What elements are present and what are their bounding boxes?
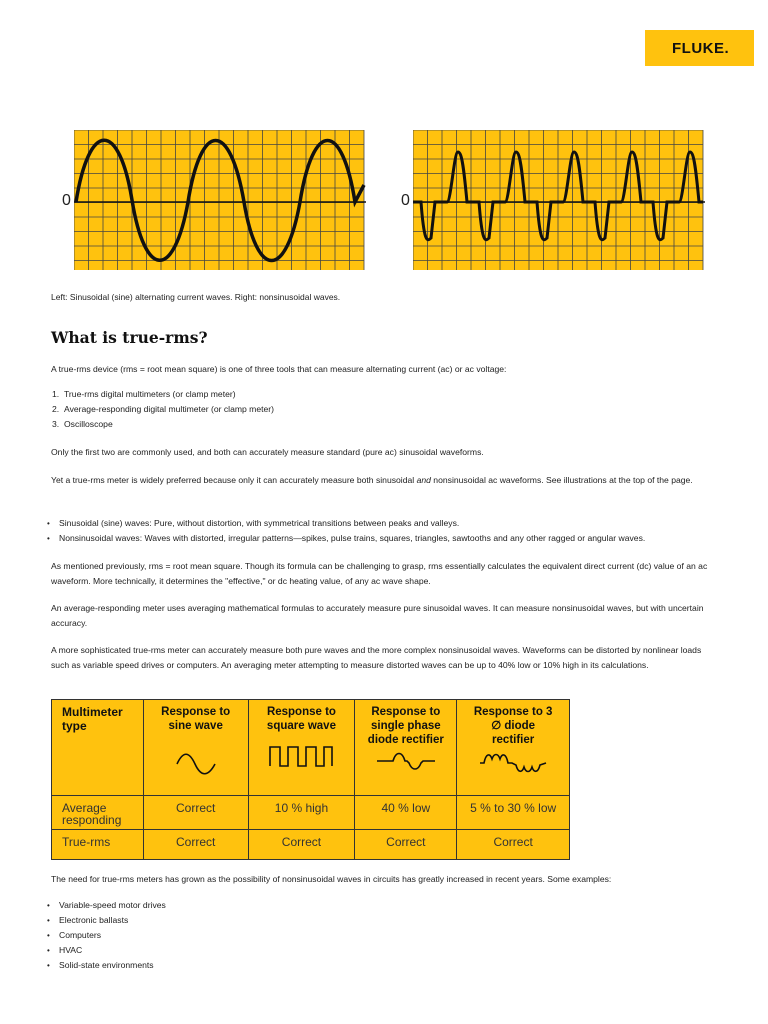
table-row [52,830,570,860]
first-two-paragraph: Only the first two are commonly used, and both can accurately measure standard (pure ac) sinusoidal waveforms. [51,447,484,457]
table-cell: 40 % low [355,796,457,830]
sine-wave-icon [174,751,218,777]
list-item: 3. Oscilloscope [52,419,113,429]
table-header-cell: Multimeter type [52,700,144,796]
list-item: • Solid-state environments [47,958,166,973]
table-cell: Correct [355,830,457,860]
table-header-row [52,700,570,796]
waveform-caption: Left: Sinusoidal (sine) alternating current waves. Right: nonsinusoidal waves. [51,292,341,302]
table-header-cell: Response to 3 ∅ diode rectifier [457,700,570,796]
list-item: • Variable-speed motor drives [47,898,166,913]
list-item: • HVAC [47,943,166,958]
nonsinusoidal-wave-graph [413,130,705,270]
square-wave-icon [268,744,334,770]
single-phase-rectifier-wave-icon [375,751,437,771]
table-cell: Average responding [52,796,144,830]
intro-paragraph: A true-rms device (rms = root mean square) is one of three tools that can measure alternating current (ac) or ac voltage: [51,364,507,374]
table-cell: Correct [143,830,248,860]
wave-types-list [47,516,645,546]
table-cell: True-rms [52,830,144,860]
table-cell: 10 % high [248,796,355,830]
table-cell: Correct [143,796,248,830]
table-header-cell: Response to single phase diode rectifier [355,700,457,796]
right-zero-label: 0 [401,192,410,209]
table-cell: 5 % to 30 % low [457,796,570,830]
examples-list [47,898,166,973]
tools-list [52,387,274,432]
fluke-logo-text: FLUKE. [672,40,730,57]
table-row [52,796,570,830]
table-cell: Correct [248,830,355,860]
average-paragraph: An average-responding meter uses averaging mathematical formulas to accurately measure pure sinusoidal waves. It can measure nonsinusoidal waves, but with uncertain accuracy. [51,603,704,628]
table-header-cell: Response to sine wave [143,700,248,796]
need-paragraph: The need for true-rms meters has grown as the possibility of nonsinusoidal waves in circuits has greatly increased in recent years. Some examples: [51,874,612,884]
table-header-cell: Response to square wave [248,700,355,796]
section-heading: What is true-rms? [51,328,208,347]
list-item: • Nonsinusoidal waves: Waves with distorted, irregular patterns—spikes, pulse trains, squares, triangles, sawtooths and any other ragged or angular waves. [47,531,645,546]
list-item: • Electronic ballasts [47,913,166,928]
left-zero-label: 0 [62,192,71,209]
meter-comparison-table [51,699,570,860]
table-cell: Correct [457,830,570,860]
list-item: 1. True-rms digital multimeters (or clamp meter) [52,389,236,399]
three-phase-rectifier-wave-icon [478,751,548,775]
list-item: • Sinusoidal (sine) waves: Pure, without distortion, with symmetrical transitions between peaks and valleys. [47,516,645,531]
preferred-paragraph: Yet a true-rms meter is widely preferred because only it can accurately measure both sinusoidal and nonsinusoidal ac waveforms. See illustrations at the top of the page. [51,475,693,485]
sine-wave-graph [74,130,366,270]
rms-paragraph: As mentioned previously, rms = root mean square. Though its formula can be challenging to grasp, rms essentially calculates the equivalent direct current (dc) value of an ac waveform. More technically, it determines the "effective," or dc heating value, of any ac wave shape. [51,561,708,586]
list-item: 2. Average-responding digital multimeter (or clamp meter) [52,404,274,414]
list-item: • Computers [47,928,166,943]
sophisticated-paragraph: A more sophisticated true-rms meter can accurately measure both pure waves and the more complex nonsinusoidal waves. Waveforms can be distorted by nonlinear loads such as variable speed drives or computers. An averaging meter attempting to measure distorted waves can be up to 40% low or 10% high in its calculations. [51,645,702,670]
